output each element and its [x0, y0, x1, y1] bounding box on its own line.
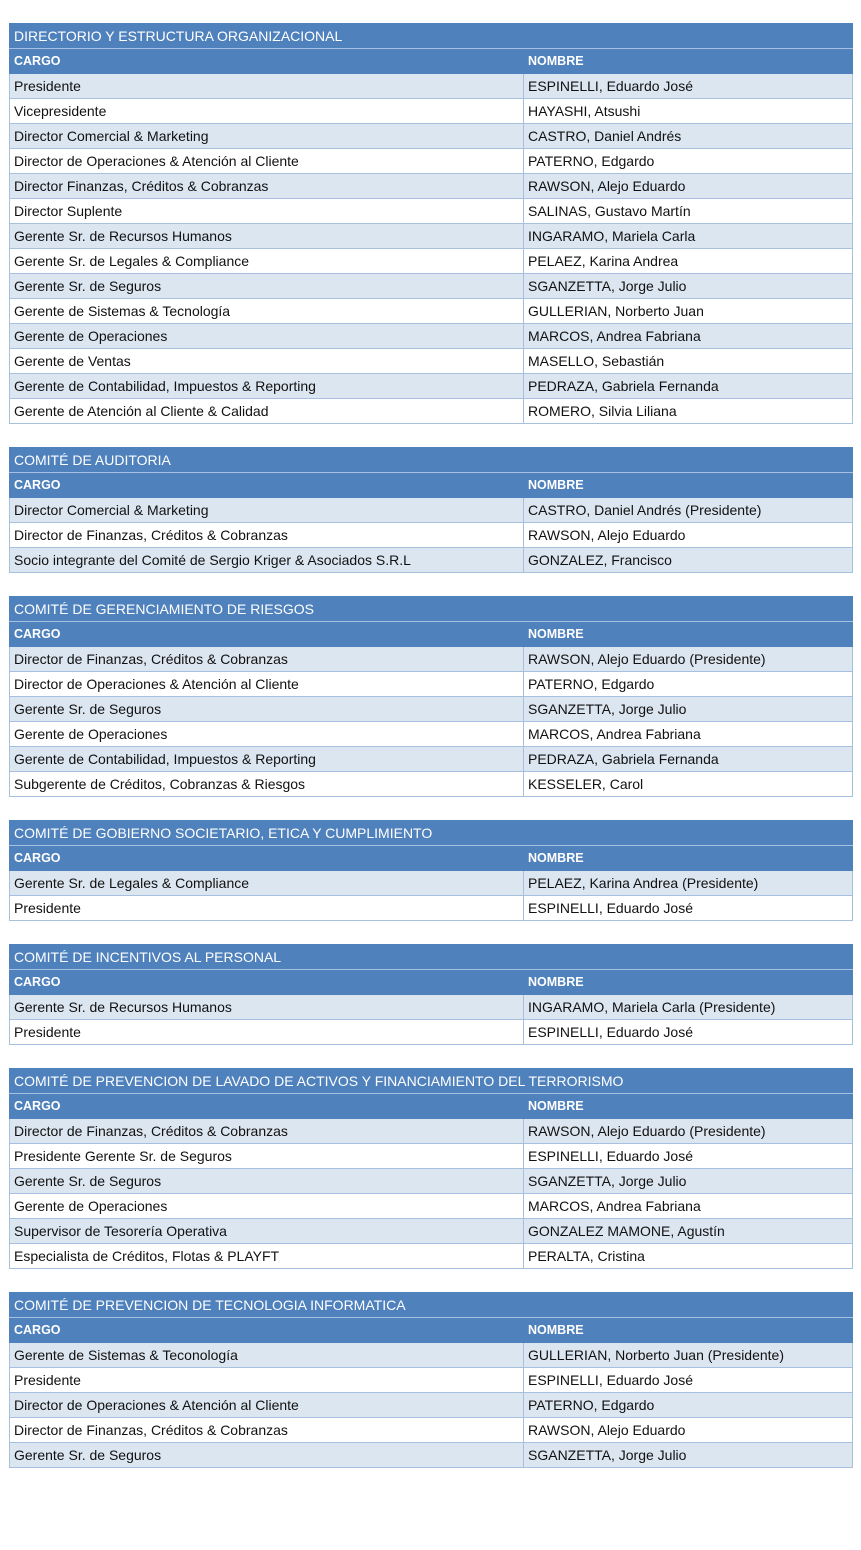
table-row: [10, 274, 853, 299]
cargo-cell: Director Finanzas, Créditos & Cobranzas: [10, 174, 524, 199]
table-row: [10, 199, 853, 224]
section-title-row: [10, 821, 853, 846]
section-table: [9, 1292, 853, 1468]
nombre-cell: PELAEZ, Karina Andrea (Presidente): [524, 871, 853, 896]
section-title: COMITÉ DE INCENTIVOS AL PERSONAL: [10, 945, 853, 970]
section-table: [9, 944, 853, 1045]
column-header-cargo: CARGO: [10, 49, 524, 74]
nombre-cell: GONZALEZ, Francisco: [524, 548, 853, 573]
table-row: [10, 1418, 853, 1443]
nombre-cell: MASELLO, Sebastián: [524, 349, 853, 374]
table-row: [10, 647, 853, 672]
cargo-cell: Director de Finanzas, Créditos & Cobranzas: [10, 523, 524, 548]
nombre-cell: ESPINELLI, Eduardo José: [524, 1368, 853, 1393]
nombre-cell: PERALTA, Cristina: [524, 1244, 853, 1269]
column-header-cargo: CARGO: [10, 1094, 524, 1119]
cargo-cell: Director Comercial & Marketing: [10, 124, 524, 149]
nombre-cell: ESPINELLI, Eduardo José: [524, 1020, 853, 1045]
table-row: [10, 74, 853, 99]
section-table: [9, 447, 853, 573]
nombre-cell: ROMERO, Silvia Liliana: [524, 399, 853, 424]
section-title: COMITÉ DE GOBIERNO SOCIETARIO, ETICA Y CUMPLIMIENTO: [10, 821, 853, 846]
nombre-cell: SALINAS, Gustavo Martín: [524, 199, 853, 224]
nombre-cell: PELAEZ, Karina Andrea: [524, 249, 853, 274]
cargo-cell: Presidente: [10, 1368, 524, 1393]
table-row: [10, 995, 853, 1020]
cargo-cell: Presidente Gerente Sr. de Seguros: [10, 1144, 524, 1169]
table-row: [10, 374, 853, 399]
column-header-row: [10, 846, 853, 871]
nombre-cell: RAWSON, Alejo Eduardo: [524, 1418, 853, 1443]
section-table: [9, 23, 853, 424]
table-row: [10, 1343, 853, 1368]
table-row: [10, 672, 853, 697]
nombre-cell: SGANZETTA, Jorge Julio: [524, 697, 853, 722]
section-title-row: [10, 597, 853, 622]
column-header-cargo: CARGO: [10, 622, 524, 647]
nombre-cell: MARCOS, Andrea Fabriana: [524, 1194, 853, 1219]
cargo-cell: Gerente Sr. de Legales & Compliance: [10, 249, 524, 274]
cargo-cell: Gerente de Operaciones: [10, 1194, 524, 1219]
cargo-cell: Gerente Sr. de Recursos Humanos: [10, 224, 524, 249]
column-header-cargo: CARGO: [10, 846, 524, 871]
table-row: [10, 1119, 853, 1144]
column-header-row: [10, 970, 853, 995]
table-row: [10, 722, 853, 747]
column-header-row: [10, 49, 853, 74]
section-title: COMITÉ DE GERENCIAMIENTO DE RIESGOS: [10, 597, 853, 622]
column-header-nombre: NOMBRE: [524, 1318, 853, 1343]
cargo-cell: Gerente de Sistemas & Tecnología: [10, 299, 524, 324]
table-row: [10, 1368, 853, 1393]
table-row: [10, 399, 853, 424]
table-row: [10, 224, 853, 249]
section-title-row: [10, 448, 853, 473]
cargo-cell: Supervisor de Tesorería Operativa: [10, 1219, 524, 1244]
section-title: COMITÉ DE PREVENCION DE LAVADO DE ACTIVOS Y FINANCIAMIENTO DEL TERRORISMO: [10, 1069, 853, 1094]
cargo-cell: Gerente Sr. de Seguros: [10, 274, 524, 299]
section-title: DIRECTORIO Y ESTRUCTURA ORGANIZACIONAL: [10, 24, 853, 49]
table-row: [10, 174, 853, 199]
table-row: [10, 548, 853, 573]
cargo-cell: Gerente de Atención al Cliente & Calidad: [10, 399, 524, 424]
section-table: [9, 1068, 853, 1269]
table-row: [10, 1194, 853, 1219]
cargo-cell: Presidente: [10, 896, 524, 921]
cargo-cell: Gerente Sr. de Seguros: [10, 1443, 524, 1468]
table-row: [10, 1219, 853, 1244]
column-header-row: [10, 1094, 853, 1119]
nombre-cell: GULLERIAN, Norberto Juan: [524, 299, 853, 324]
nombre-cell: SGANZETTA, Jorge Julio: [524, 1443, 853, 1468]
table-row: [10, 1393, 853, 1418]
cargo-cell: Socio integrante del Comité de Sergio Kriger & Asociados S.R.L: [10, 548, 524, 573]
table-row: [10, 299, 853, 324]
cargo-cell: Subgerente de Créditos, Cobranzas & Riesgos: [10, 772, 524, 797]
table-row: [10, 149, 853, 174]
column-header-nombre: NOMBRE: [524, 970, 853, 995]
section-title: COMITÉ DE PREVENCION DE TECNOLOGIA INFORMATICA: [10, 1293, 853, 1318]
section-table: [9, 820, 853, 921]
cargo-cell: Gerente de Contabilidad, Impuestos & Reporting: [10, 747, 524, 772]
cargo-cell: Director Suplente: [10, 199, 524, 224]
table-row: [10, 249, 853, 274]
table-row: [10, 1144, 853, 1169]
cargo-cell: Gerente de Operaciones: [10, 722, 524, 747]
nombre-cell: CASTRO, Daniel Andrés: [524, 124, 853, 149]
table-row: [10, 99, 853, 124]
table-row: [10, 1020, 853, 1045]
cargo-cell: Director de Finanzas, Créditos & Cobranzas: [10, 647, 524, 672]
table-row: [10, 498, 853, 523]
nombre-cell: ESPINELLI, Eduardo José: [524, 74, 853, 99]
table-row: [10, 349, 853, 374]
nombre-cell: CASTRO, Daniel Andrés (Presidente): [524, 498, 853, 523]
nombre-cell: SGANZETTA, Jorge Julio: [524, 274, 853, 299]
column-header-nombre: NOMBRE: [524, 846, 853, 871]
nombre-cell: INGARAMO, Mariela Carla (Presidente): [524, 995, 853, 1020]
committee-tables: [9, 23, 852, 1491]
cargo-cell: Gerente Sr. de Seguros: [10, 1169, 524, 1194]
section-title-row: [10, 24, 853, 49]
column-header-row: [10, 473, 853, 498]
column-header-row: [10, 1318, 853, 1343]
cargo-cell: Especialista de Créditos, Flotas & PLAYFT: [10, 1244, 524, 1269]
column-header-nombre: NOMBRE: [524, 622, 853, 647]
nombre-cell: RAWSON, Alejo Eduardo (Presidente): [524, 1119, 853, 1144]
nombre-cell: RAWSON, Alejo Eduardo (Presidente): [524, 647, 853, 672]
column-header-cargo: CARGO: [10, 1318, 524, 1343]
cargo-cell: Gerente Sr. de Recursos Humanos: [10, 995, 524, 1020]
table-row: [10, 772, 853, 797]
table-row: [10, 1169, 853, 1194]
nombre-cell: GONZALEZ MAMONE, Agustín: [524, 1219, 853, 1244]
nombre-cell: PATERNO, Edgardo: [524, 1393, 853, 1418]
cargo-cell: Director de Operaciones & Atención al Cliente: [10, 1393, 524, 1418]
nombre-cell: PATERNO, Edgardo: [524, 149, 853, 174]
nombre-cell: KESSELER, Carol: [524, 772, 853, 797]
nombre-cell: RAWSON, Alejo Eduardo: [524, 523, 853, 548]
nombre-cell: HAYASHI, Atsushi: [524, 99, 853, 124]
cargo-cell: Gerente de Contabilidad, Impuestos & Reporting: [10, 374, 524, 399]
nombre-cell: GULLERIAN, Norberto Juan (Presidente): [524, 1343, 853, 1368]
nombre-cell: PEDRAZA, Gabriela Fernanda: [524, 747, 853, 772]
cargo-cell: Director de Operaciones & Atención al Cliente: [10, 149, 524, 174]
section-title: COMITÉ DE AUDITORIA: [10, 448, 853, 473]
table-row: [10, 747, 853, 772]
table-row: [10, 896, 853, 921]
cargo-cell: Gerente de Sistemas & Teconología: [10, 1343, 524, 1368]
cargo-cell: Gerente Sr. de Legales & Compliance: [10, 871, 524, 896]
cargo-cell: Gerente Sr. de Seguros: [10, 697, 524, 722]
nombre-cell: PEDRAZA, Gabriela Fernanda: [524, 374, 853, 399]
cargo-cell: Director de Finanzas, Créditos & Cobranzas: [10, 1418, 524, 1443]
nombre-cell: ESPINELLI, Eduardo José: [524, 1144, 853, 1169]
cargo-cell: Director de Operaciones & Atención al Cliente: [10, 672, 524, 697]
column-header-row: [10, 622, 853, 647]
nombre-cell: ESPINELLI, Eduardo José: [524, 896, 853, 921]
nombre-cell: RAWSON, Alejo Eduardo: [524, 174, 853, 199]
column-header-nombre: NOMBRE: [524, 1094, 853, 1119]
cargo-cell: Gerente de Ventas: [10, 349, 524, 374]
cargo-cell: Director de Finanzas, Créditos & Cobranzas: [10, 1119, 524, 1144]
table-row: [10, 324, 853, 349]
table-row: [10, 1443, 853, 1468]
section-title-row: [10, 945, 853, 970]
nombre-cell: MARCOS, Andrea Fabriana: [524, 722, 853, 747]
table-row: [10, 124, 853, 149]
section-table: [9, 596, 853, 797]
cargo-cell: Director Comercial & Marketing: [10, 498, 524, 523]
column-header-cargo: CARGO: [10, 473, 524, 498]
section-title-row: [10, 1069, 853, 1094]
cargo-cell: Presidente: [10, 74, 524, 99]
cargo-cell: Presidente: [10, 1020, 524, 1045]
nombre-cell: PATERNO, Edgardo: [524, 672, 853, 697]
table-row: [10, 523, 853, 548]
nombre-cell: SGANZETTA, Jorge Julio: [524, 1169, 853, 1194]
nombre-cell: MARCOS, Andrea Fabriana: [524, 324, 853, 349]
column-header-cargo: CARGO: [10, 970, 524, 995]
table-row: [10, 871, 853, 896]
cargo-cell: Gerente de Operaciones: [10, 324, 524, 349]
table-row: [10, 697, 853, 722]
nombre-cell: INGARAMO, Mariela Carla: [524, 224, 853, 249]
section-title-row: [10, 1293, 853, 1318]
table-row: [10, 1244, 853, 1269]
column-header-nombre: NOMBRE: [524, 49, 853, 74]
cargo-cell: Vicepresidente: [10, 99, 524, 124]
column-header-nombre: NOMBRE: [524, 473, 853, 498]
